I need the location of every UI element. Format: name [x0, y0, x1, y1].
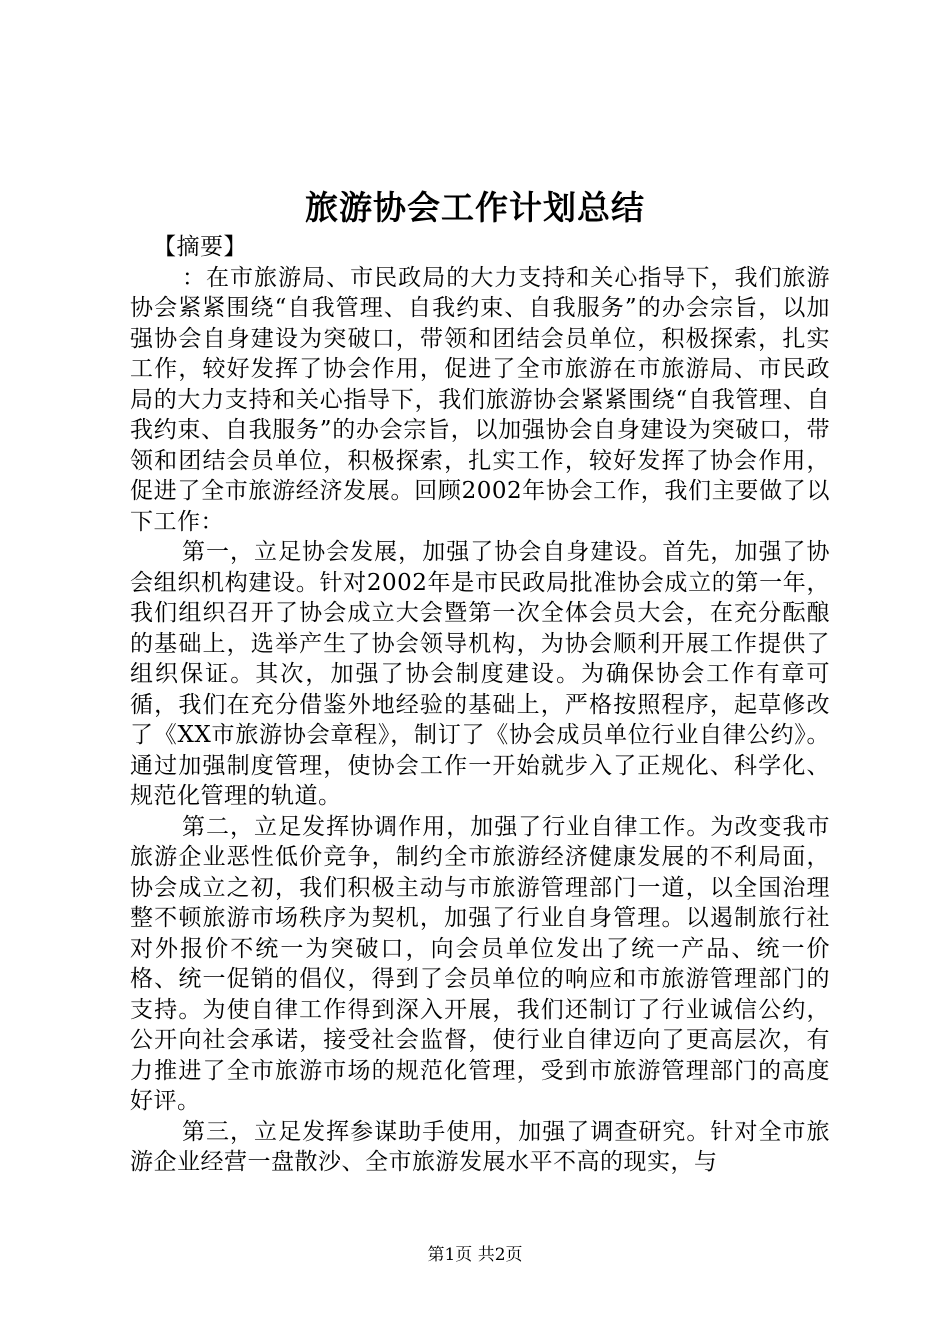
- paragraph-second: 第二，立足发挥协调作用，加强了行业自律工作。为改变我市旅游企业恶性低价竞争，制约全市旅游经济健康发展的不利局面，协会成立之初，我们积极主动与市旅游管理部门一道，以全国治理整不顿旅游市场秩序为契机，加强了行业自身管理。以遏制旅行社对外报价不统一为突破口，向会员单位发出了统一产品、统一价格、统一促销的倡仪，得到了会员单位的响应和市旅游管理部门的支持。为使自律工作得到深入开展，我们还制订了行业诚信公约，公开向社会承诺，接受社会监督，使行业自律迈向了更高层次，有力推进了全市旅游市场的规范化管理，受到市旅游管理部门的高度好评。: [130, 813, 830, 1114]
- paragraph-abstract: ：在市旅游局、市民政局的大力支持和关心指导下，我们旅游协会紧紧围绕“自我管理、自我约束、自我服务”的办会宗旨，以加强协会自身建设为突破口，带领和团结会员单位，积极探索，扎实工作，较好发挥了协会作用，促进了全市旅游在市旅游局、市民政局的大力支持和关心指导下，我们旅游协会紧紧围绕“自我管理、自我约束、自我服务”的办会宗旨，以加强协会自身建设为突破口，带领和团结会员单位，积极探索，扎实工作，较好发挥了协会作用，促进了全市旅游经济发展。回顾2002年协会工作，我们主要做了以下工作：: [130, 264, 830, 535]
- document-body: [130, 232, 830, 1178]
- paragraph-first: 第一，立足协会发展，加强了协会自身建设。首先，加强了协会组织机构建设。针对2002年是市民政局批准协会成立的第一年，我们组织召开了协会成立大会暨第一次全体会员大会，在充分酝酿的基础上，选举产生了协会领导机构，为协会顺利开展工作提供了组织保证。其次，加强了协会制度建设。为确保协会工作有章可循，我们在充分借鉴外地经验的基础上，严格按照程序，起草修改了《XX市旅游协会章程》，制订了《协会成员单位行业自律公约》。通过加强制度管理，使协会工作一开始就步入了正规化、科学化、规范化管理的轨道。: [130, 539, 830, 809]
- page-footer: 第1页 共2页: [427, 1245, 523, 1265]
- document-title: 旅游协会工作计划总结: [305, 188, 645, 227]
- abstract-label: 【摘要】: [153, 234, 247, 260]
- paragraph-third: 第三，立足发挥参谋助手使用，加强了调查研究。针对全市旅游企业经营一盘散沙、全市旅游发展水平不高的现实，与: [130, 1118, 830, 1175]
